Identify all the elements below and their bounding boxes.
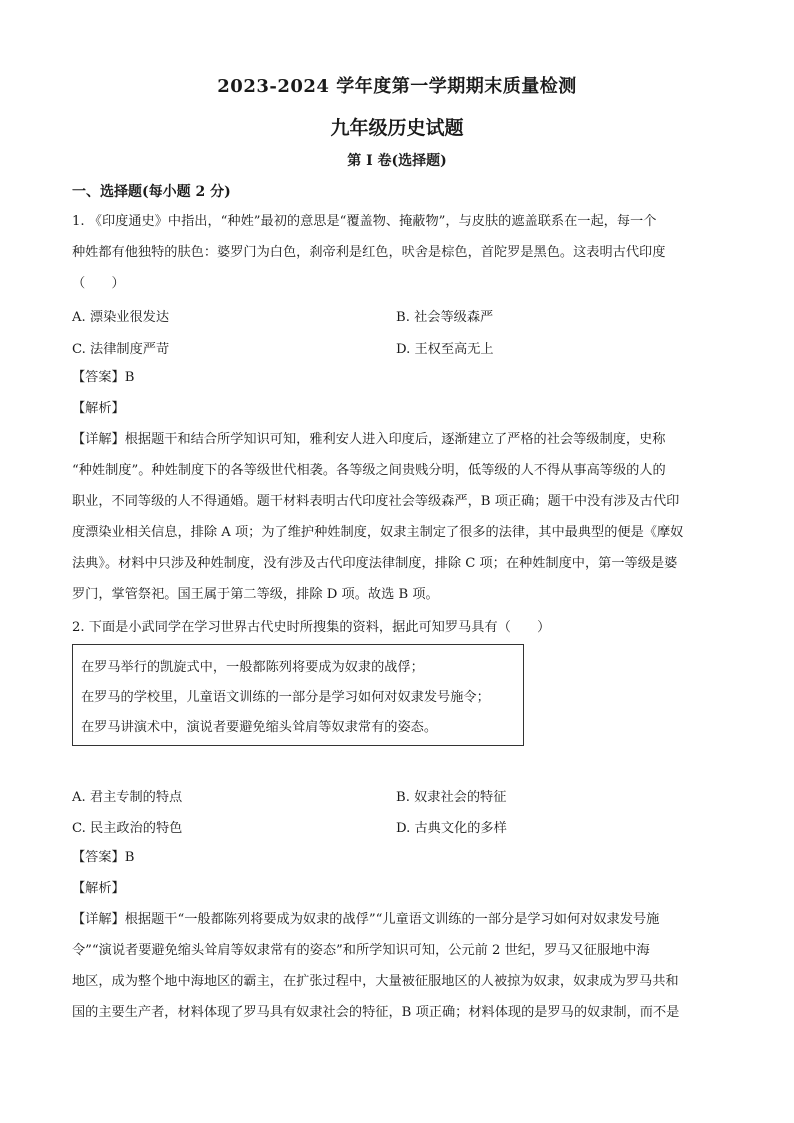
detail-line: 罗门，掌管祭祀。国王属于第二等级，排除 D 项。故选 B 项。 — [72, 587, 439, 602]
material-line: 在罗马讲演术中，演说者要避免缩头耸肩等奴隶常有的姿态。 — [81, 720, 438, 735]
option-a: A. 漂染业很发达 — [72, 310, 170, 325]
answer-label: 【答案】B — [72, 370, 135, 385]
detail-line: 令”“演说者要避免缩头耸肩等奴隶常有的姿态”和所学知识可知，公元前 2 世纪，罗马又征服地中海 — [72, 943, 650, 958]
detail-line: 【详解】根据题干和结合所学知识可知，雅利安人进入印度后，逐渐建立了严格的社会等级制度，史称 — [72, 432, 666, 447]
detail-line: 国的主要生产者，材料体现了罗马具有奴隶社会的特征，B 项正确；材料体现的是罗马的奴隶制，而不是 — [72, 1005, 680, 1020]
question-1-stem-line: 种姓都有他独特的肤色：婆罗门为白色，刹帝利是红色，吠舍是棕色，首陀罗是黑色。这表明古代印度 — [72, 245, 666, 260]
question-2-answer-block — [72, 842, 722, 1028]
answer-label: 【答案】B — [72, 850, 135, 865]
option-b: B. 社会等级森严 — [396, 310, 494, 325]
option-d: D. 王权至高无上 — [396, 342, 494, 357]
section-heading: 一、选择题(每小题 2 分) — [72, 184, 231, 200]
detail-line: 职业，不同等级的人不得通婚。题干材料表明古代印度社会等级森严，B 项正确；题干中没有涉及古代印 — [72, 494, 680, 509]
option-b: B. 奴隶社会的特征 — [396, 790, 507, 805]
detail-line: 【详解】根据题干“一般都陈列将要成为奴隶的战俘”“儿童语文训练的一部分是学习如何对奴隶发号施 — [72, 912, 660, 927]
question-2-stem-line: 2. 下面是小武同学在学习世界古代史时所搜集的资料，据此可知罗马具有（ ） — [72, 620, 551, 635]
option-c: C. 民主政治的特色 — [72, 821, 183, 836]
question-1-stem-line: （ ） — [72, 276, 125, 291]
material-box — [72, 644, 524, 746]
analysis-label: 【解析】 — [72, 401, 125, 416]
question-1-answer-block — [72, 362, 722, 610]
detail-line: “种姓制度”。种姓制度下的各等级世代相袭。各等级之间贵贱分明，低等级的人不得从事高等级的人的 — [72, 463, 666, 478]
detail-line: 法典》。材料中只涉及种姓制度，没有涉及古代印度法律制度，排除 C 项；在种姓制度中，第一等级是婆 — [72, 556, 678, 571]
exam-subtitle: 九年级历史试题 — [330, 117, 464, 139]
option-d: D. 古典文化的多样 — [396, 821, 507, 836]
option-c: C. 法律制度严苛 — [72, 342, 170, 357]
volume-title: 第 I 卷(选择题) — [347, 153, 447, 169]
detail-line: 地区，成为整个地中海地区的霸主，在扩张过程中，大量被征服地区的人被掠为奴隶，奴隶成为罗马共和 — [72, 974, 679, 989]
question-1-stem-line: 1. 《印度通史》中指出，“种姓”最初的意思是“覆盖物、掩蔽物”，与皮肤的遮盖联系在一起，每一个 — [72, 214, 657, 229]
exam-title: 2023-2024 学年度第一学期期末质量检测 — [217, 76, 577, 97]
question-2-stem — [72, 612, 722, 643]
question-1-stem — [72, 206, 722, 299]
detail-line: 度漂染业相关信息，排除 A 项；为了维护种姓制度，奴隶主制定了很多的法律，其中最典型的便是《摩奴 — [72, 525, 684, 540]
analysis-label: 【解析】 — [72, 881, 125, 896]
material-line: 在罗马举行的凯旋式中，一般都陈列将要成为奴隶的战俘； — [81, 660, 424, 675]
option-a: A. 君主专制的特点 — [72, 790, 183, 805]
material-line: 在罗马的学校里，儿童语文训练的一部分是学习如何对奴隶发号施令； — [81, 690, 490, 705]
